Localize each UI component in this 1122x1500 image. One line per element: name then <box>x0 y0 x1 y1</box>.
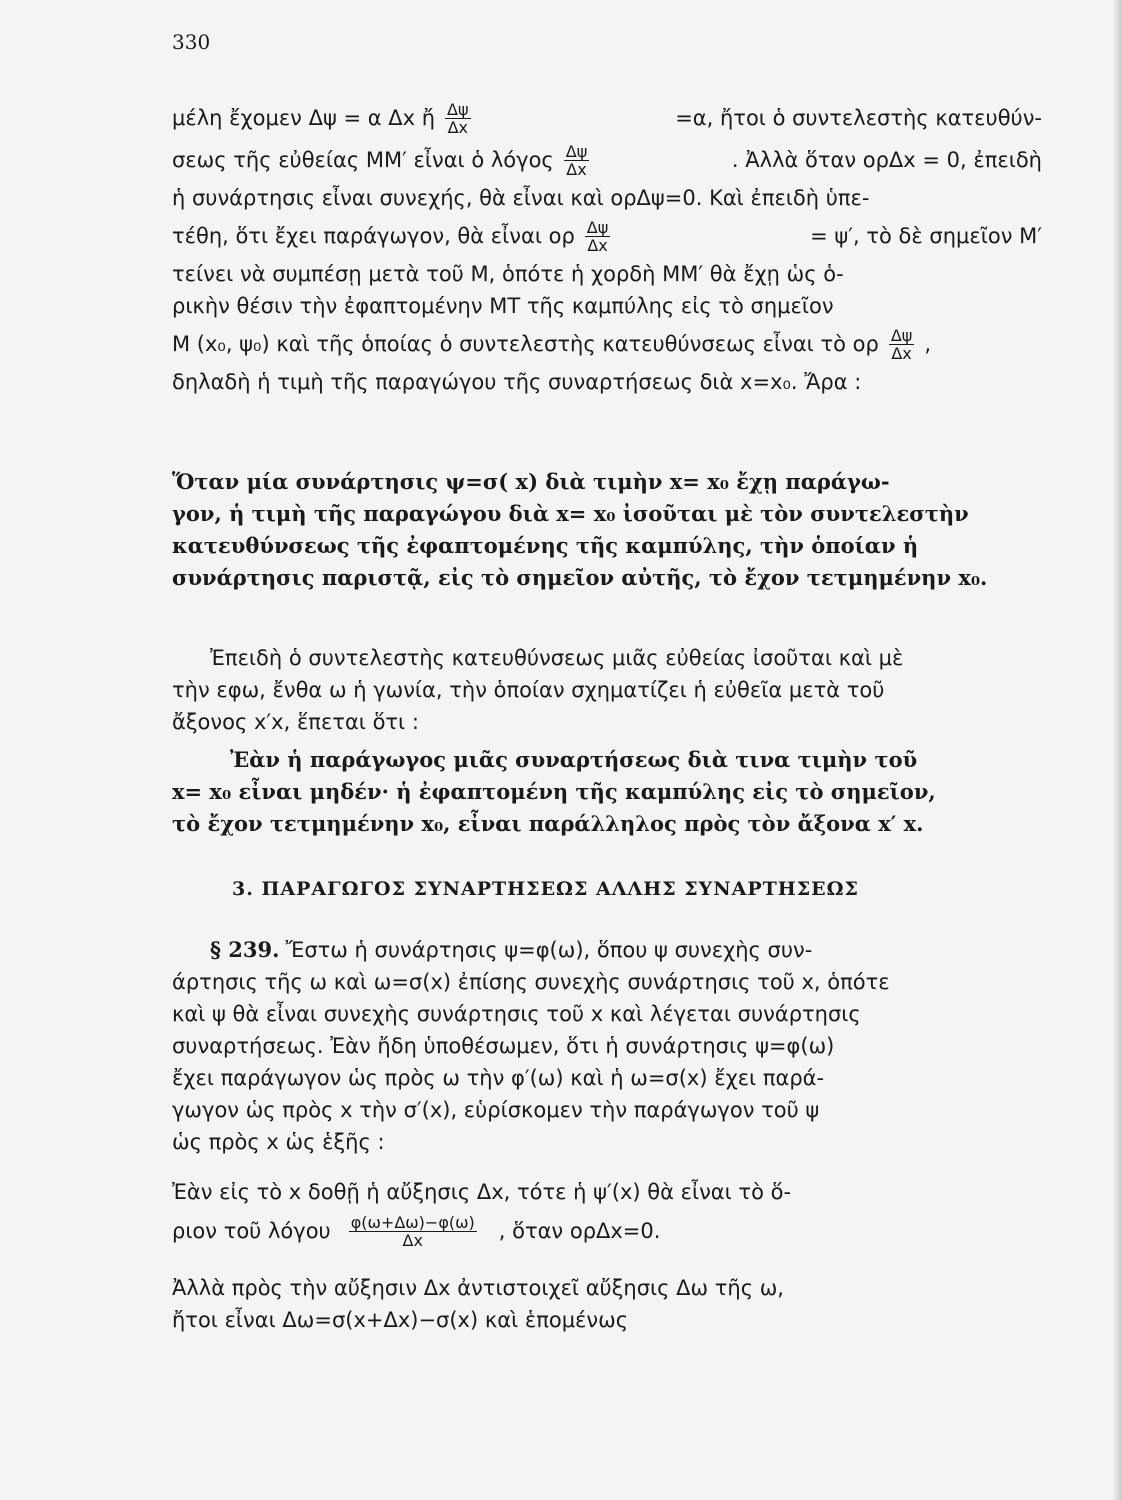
fraction: $\frac{\Delta\psi}{\Delta x}$ <box>565 141 588 179</box>
text-line: τείνει νὰ συμπέσῃ μετὰ τοῦ Μ, ὁπότε ἡ χορδὴ ΜΜ′ θὰ ἔχῃ ὡς ὁ- <box>172 262 844 286</box>
section-number: § 239. <box>210 937 280 962</box>
text-line: τὸ ἔχον τετμημένην x₀, εἶναι παράλληλος πρὸς τὸν ἄξονα x′ x. <box>172 811 924 836</box>
fraction: $\frac{\varphi(\omega+\Delta\omega)-\varphi(\omega)}{\Delta x}$ <box>350 1212 475 1250</box>
text-line: ἤτοι εἶναι Δω=σ(x+Δx)−σ(x) καὶ ἑπομένως <box>172 1308 629 1332</box>
text-line: § 239. Ἔστω ἡ συνάρτησις ψ=φ(ω), ὅπου ψ συνεχὴς συν- <box>172 934 1042 966</box>
paragraph-4 <box>172 1176 1042 1254</box>
text-line: μέλη ἔχομεν Δψ = α Δx ἤ $\frac{\Delta\psi}{\Delta x}$ =α, ἤτοι ὁ συντελεστὴς κατευθύν- <box>172 99 1042 137</box>
text-line: x= x₀ εἶναι μηδέν· ἡ ἐφαπτομένη τῆς καμπύλης εἰς τὸ σημεῖον, <box>172 779 936 804</box>
text-line: τέθη, ὅτι ἔχει παράγωγον, θὰ εἶναι ορ $\frac{\Delta\psi}{\Delta x}$ = ψ′, τὸ δὲ σημεῖον Μ′ <box>172 217 1042 255</box>
paragraph-1 <box>172 98 1042 398</box>
text-line: τὴν εφω, ἔνθα ω ἡ γωνία, τὴν ὁποίαν σχηματίζει ἡ εὐθεῖα μετὰ τοῦ <box>172 678 885 702</box>
text-line: ὡς πρὸς x ὡς ἑξῆς : <box>172 1130 385 1154</box>
theorem-1 <box>172 466 1042 594</box>
text-line: κατευθύνσεως τῆς ἐφαπτομένης τῆς καμπύλης, τὴν ὁποίαν ἡ <box>172 533 919 558</box>
text-line: Ἐὰν ἡ παράγωγος μιᾶς συναρτήσεως διὰ τινα τιμὴν τοῦ <box>230 747 918 772</box>
text-line: ρικὴν θέσιν τὴν ἐφαπτομένην ΜΤ τῆς καμπύλης εἰς τὸ σημεῖον <box>172 294 834 318</box>
text-line: Ἐπειδὴ ὁ συντελεστὴς κατευθύνσεως μιᾶς εὐθείας ἰσοῦται καὶ μὲ <box>210 646 904 670</box>
text-line: ἄξονος x′x, ἕπεται ὅτι : <box>172 710 419 734</box>
paragraph-5 <box>172 1272 1042 1336</box>
text-line: δηλαδὴ ἡ τιμὴ τῆς παραγώγου τῆς συναρτήσεως διὰ x=x₀. Ἄρα : <box>172 370 862 394</box>
text-line: συναρτήσεως. Ἐὰν ἤδη ὑποθέσωμεν, ὅτι ἡ συνάρτησις ψ=φ(ω) <box>172 1034 835 1058</box>
theorem-2 <box>172 744 1042 840</box>
fraction: $\frac{\Delta\psi}{\Delta x}$ <box>447 99 469 137</box>
text-line: Ἀλλὰ πρὸς τὴν αὔξησιν Δx ἀντιστοιχεῖ αὔξησις Δω τῆς ω, <box>172 1276 784 1300</box>
text-line: συνάρτησις παριστᾷ, εἰς τὸ σημεῖον αὐτῆς, τὸ ἔχον τετμημένην x₀. <box>172 565 988 590</box>
text-line: γωγον ὡς πρὸς x τὴν σ′(x), εὑρίσκομεν τὴν παράγωγον τοῦ ψ <box>172 1098 820 1122</box>
text-line: γον, ἡ τιμὴ τῆς παραγώγου διὰ x= x₀ ἰσοῦται μὲ τὸν συντελεστὴν <box>172 501 969 526</box>
text-line: ἔχει παράγωγον ὡς πρὸς ω τὴν φ′(ω) καὶ ἡ ω=σ(x) ἔχει παρά- <box>172 1066 825 1090</box>
text-line: καὶ ψ θὰ εἶναι συνεχὴς συνάρτησις τοῦ x καὶ λέγεται συνάρτησις <box>172 1002 861 1026</box>
page-number: 330 <box>172 30 211 54</box>
text-line: Ἐὰν εἰς τὸ x δοθῇ ἡ αὔξησις Δx, τότε ἡ ψ′(x) θὰ εἶναι τὸ ὅ- <box>172 1180 792 1204</box>
fraction: $\frac{\Delta\psi}{\Delta x}$ <box>890 325 913 363</box>
text-line: άρτησις τῆς ω καὶ ω=σ(x) ἐπίσης συνεχὴς συνάρτησις τοῦ x, ὁπότε <box>172 970 890 994</box>
text-line: Μ (x₀, ψ₀) καὶ τῆς ὁποίας ὁ συντελεστὴς κατευθύνσεως εἶναι τὸ ορ $\frac{\Delta\psi}{\Delta x}$ , <box>172 325 931 363</box>
text-line: Ὅταν μία συνάρτησις ψ=σ( x) διὰ τιμὴν x= x₀ ἔχῃ παράγω- <box>172 469 890 494</box>
paragraph-3 <box>172 934 1042 1158</box>
text-line: σεως τῆς εὐθείας ΜΜ′ εἶναι ὁ λόγος $\frac{\Delta\psi}{\Delta x}$ . Ἀλλὰ ὅταν ορΔx = 0, ἐπειδὴ <box>172 141 1042 179</box>
text-line: ριον τοῦ λόγου $\frac{\varphi(\omega+\Delta\omega)-\varphi(\omega)}{\Delta x}$ , ὅταν ορΔx=0. <box>172 1212 661 1250</box>
text-line: ἡ συνάρτησις εἶναι συνεχής, θὰ εἶναι καὶ ορΔψ=0. Καὶ ἐπειδὴ ὑπε- <box>172 186 870 210</box>
section-heading: 3. ΠΑΡΑΓΩΓΟΣ ΣΥΝΑΡΤΗΣΕΩΣ ΑΛΛΗΣ ΣΥΝΑΡΤΗΣΕΩΣ <box>232 878 859 900</box>
paragraph-2 <box>172 642 1042 738</box>
page-edge-shadow <box>1112 0 1122 1500</box>
fraction: $\frac{\Delta\psi}{\Delta x}$ <box>586 217 609 255</box>
